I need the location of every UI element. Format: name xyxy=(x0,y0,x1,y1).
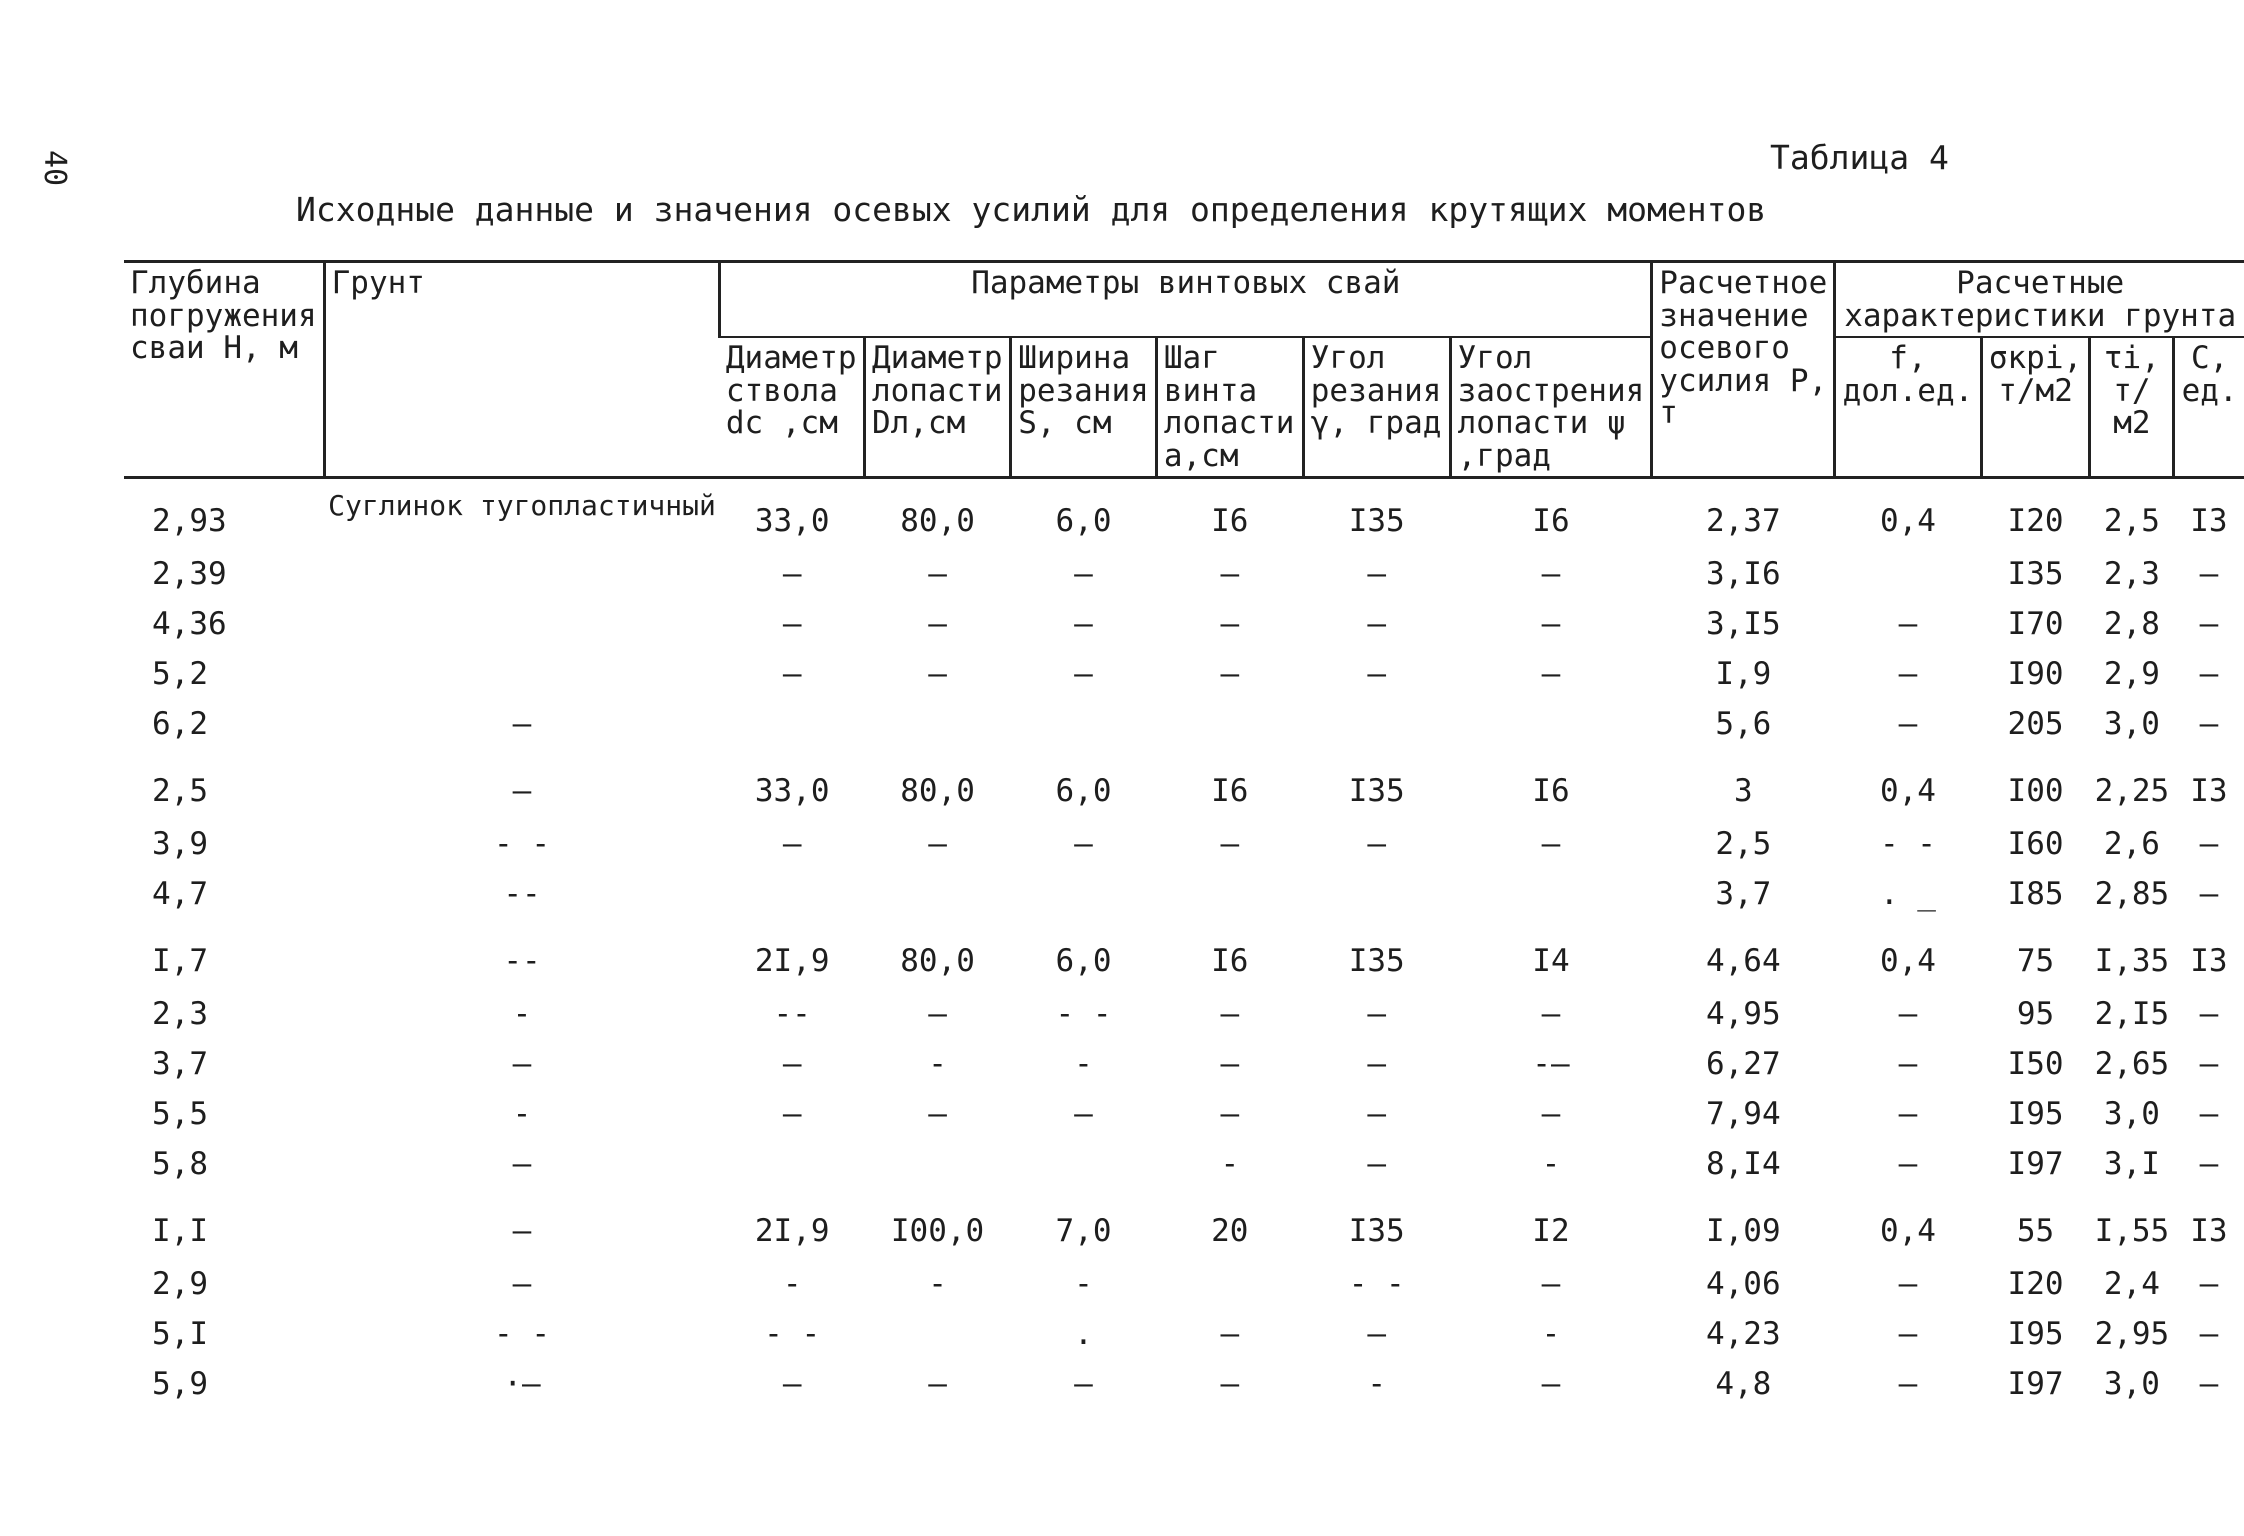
table-cell xyxy=(1156,1259,1303,1309)
header-cut-angle: Угол резания γ, град xyxy=(1303,337,1450,478)
table-cell: — xyxy=(2199,656,2219,692)
table-cell: 7,94 xyxy=(1705,1096,1781,1132)
page-number: 40 xyxy=(37,150,72,187)
table-row xyxy=(124,478,2244,550)
table-cell xyxy=(864,869,1010,919)
table-cell: 2,9 xyxy=(152,1266,208,1302)
row-group xyxy=(124,919,2244,1189)
table-cell: 5,9 xyxy=(152,1366,208,1402)
table-cell: – xyxy=(1898,996,1918,1032)
table-cell: 3,0 xyxy=(2103,706,2160,742)
table-cell: I97 xyxy=(2007,1146,2064,1182)
header-f: f, дол.ед. xyxy=(1835,337,1981,478)
table-row xyxy=(124,699,2244,749)
table-cell: 3,I xyxy=(2103,1146,2160,1182)
table-cell: – xyxy=(1367,1096,1387,1132)
table-cell: 2,93 xyxy=(152,503,227,539)
table-cell: – xyxy=(2199,876,2219,912)
table-cell: . _ xyxy=(1879,876,1936,912)
table-cell: I4 xyxy=(1532,943,1570,979)
table-cell: I6 xyxy=(1211,773,1249,809)
table-cell: – xyxy=(1220,1316,1240,1352)
table-cell: – xyxy=(928,606,947,642)
table-cell: I,7 xyxy=(152,943,208,979)
table-cell: – xyxy=(1220,1096,1240,1132)
table-cell: 55 xyxy=(2016,1213,2055,1249)
table-cell: – xyxy=(1074,656,1093,692)
table-cell: 0,4 xyxy=(1879,943,1936,979)
table-cell: — xyxy=(2199,1366,2219,1402)
table-cell xyxy=(1156,699,1303,749)
table-cell: – xyxy=(1074,1366,1093,1402)
table-cell: – xyxy=(2199,1266,2219,1302)
table-cell: I3 xyxy=(2190,943,2228,979)
table-row xyxy=(124,1139,2244,1189)
table-cell: 4,06 xyxy=(1705,1266,1781,1302)
table-cell: 2,85 xyxy=(2094,876,2170,912)
row-group xyxy=(124,749,2244,919)
table-cell: 80,0 xyxy=(900,943,975,979)
table-cell: I35 xyxy=(1348,943,1405,979)
table-cell: I2 xyxy=(1532,1213,1570,1249)
table-row xyxy=(124,1259,2244,1309)
table-cell: – xyxy=(928,1366,947,1402)
table-cell: 33,0 xyxy=(754,773,830,809)
table-cell: — xyxy=(782,1366,802,1402)
table-cell: 3,7 xyxy=(1715,876,1772,912)
table-cell xyxy=(1450,869,1652,919)
table-cell: - xyxy=(1367,1366,1387,1402)
table-cell: 95 xyxy=(2016,996,2055,1032)
table-cell: I95 xyxy=(2007,1096,2064,1132)
table-cell: 0,4 xyxy=(1879,773,1936,809)
table-cell: — xyxy=(1898,656,1918,692)
table-cell: – xyxy=(1367,556,1387,592)
table-cell: — xyxy=(1898,1046,1918,1082)
table-cell: — xyxy=(1220,996,1240,1032)
table-cell xyxy=(1011,699,1157,749)
table-cell: – xyxy=(1367,656,1387,692)
table-cell: I6 xyxy=(1211,943,1249,979)
table-cell: 75 xyxy=(2016,943,2055,979)
table-cell: — xyxy=(1541,1266,1561,1302)
table-cell: 7,0 xyxy=(1055,1213,1112,1249)
table-cell: - xyxy=(1541,1316,1561,1352)
header-pile-params: Параметры винтовых свай xyxy=(720,262,1652,338)
table-cell: 3,0 xyxy=(2103,1366,2160,1402)
table-cell: - - xyxy=(1055,996,1112,1032)
table-cell: I35 xyxy=(1348,1213,1405,1249)
table-cell: 2,39 xyxy=(152,556,227,592)
table-cell: I97 xyxy=(2007,1366,2064,1402)
table-cell: – xyxy=(782,606,802,642)
table-cell: – xyxy=(1220,556,1240,592)
table-cell: – xyxy=(1220,606,1240,642)
table-cell: – xyxy=(1220,826,1240,862)
table-cell: 6,27 xyxy=(1705,1046,1781,1082)
table-row xyxy=(124,869,2244,919)
table-cell: – xyxy=(1898,706,1918,742)
table-cell: 3,0 xyxy=(2103,1096,2160,1132)
table-cell: I00,0 xyxy=(890,1213,985,1249)
table-cell: — xyxy=(2199,1096,2219,1132)
table-cell: — xyxy=(1367,826,1387,862)
table-cell: -– xyxy=(1532,1046,1570,1082)
row-group xyxy=(124,1189,2244,1409)
table-cell: — xyxy=(928,556,947,592)
table-cell: 2,95 xyxy=(2094,1316,2170,1352)
table-cell: -- xyxy=(503,943,541,979)
table-cell: — xyxy=(2199,996,2219,1032)
data-table xyxy=(124,260,2244,1409)
table-cell: I60 xyxy=(2007,826,2064,862)
header-shaft-diameter: Диаметр ствола dс ,см xyxy=(720,337,865,478)
table-cell: - xyxy=(512,1096,532,1132)
header-tau: τi, т/м2 xyxy=(2090,337,2174,478)
table-cell: – xyxy=(1898,1096,1918,1132)
table-cell: - xyxy=(1074,1266,1093,1302)
table-cell: 2,I5 xyxy=(2094,996,2170,1032)
table-cell: I20 xyxy=(2007,503,2064,539)
header-sharpening-angle: Угол заострения лопасти ψ ,град xyxy=(1450,337,1652,478)
table-cell: 5,5 xyxy=(152,1096,208,1132)
table-cell: 33,0 xyxy=(754,503,830,539)
table-cell: - - xyxy=(494,1316,550,1352)
table-cell: – xyxy=(782,1096,802,1132)
table-cell: I,55 xyxy=(2094,1213,2170,1249)
table-cell xyxy=(864,699,1010,749)
table-cell: 2,5 xyxy=(1715,826,1772,862)
table-cell: I20 xyxy=(2007,1266,2064,1302)
table-cell: 205 xyxy=(2007,706,2064,742)
table-cell: - xyxy=(1074,1046,1093,1082)
table-cell: 5,2 xyxy=(152,656,208,692)
table-cell: I50 xyxy=(2007,1046,2064,1082)
table-row xyxy=(124,919,2244,989)
table-cell: 6,0 xyxy=(1055,943,1112,979)
table-cell: — xyxy=(512,1266,532,1302)
table-cell: - - xyxy=(1348,1266,1405,1302)
table-cell: - xyxy=(928,1046,947,1082)
table-cell: — xyxy=(1541,1366,1561,1402)
table-cell: -- xyxy=(773,996,811,1032)
table-cell: 8,I4 xyxy=(1705,1146,1781,1182)
header-blade-diameter: Диаметр лопасти Dл,см xyxy=(864,337,1010,478)
table-cell: – xyxy=(1541,556,1561,592)
table-cell: I6 xyxy=(1532,503,1570,539)
table-cell: — xyxy=(512,1046,532,1082)
table-cell xyxy=(864,1309,1010,1359)
table-cell: – xyxy=(1220,656,1240,692)
table-label: Таблица 4 xyxy=(1770,138,1949,177)
table-cell: – xyxy=(1898,1146,1918,1182)
table-cell: — xyxy=(1074,826,1093,862)
table-cell: 20 xyxy=(1211,1213,1249,1249)
table-cell: – xyxy=(1074,556,1093,592)
table-cell: 80,0 xyxy=(900,503,975,539)
table-cell: 2,5 xyxy=(2103,503,2160,539)
table-cell: - xyxy=(1541,1146,1561,1182)
table-row xyxy=(124,1189,2244,1259)
table-cell: 4,8 xyxy=(1715,1366,1772,1402)
table-cell: - - xyxy=(494,826,550,862)
table-cell: 2,65 xyxy=(2094,1046,2170,1082)
table-row xyxy=(124,989,2244,1039)
table-cell: 5,6 xyxy=(1715,706,1772,742)
table-cell: I,I xyxy=(152,1213,208,1249)
table-cell xyxy=(1011,869,1157,919)
table-cell: 2,4 xyxy=(2103,1266,2160,1302)
table-cell: – xyxy=(1367,1316,1387,1352)
header-thread-pitch: Шаг винта лопасти а,см xyxy=(1156,337,1303,478)
table-cell: – xyxy=(1367,1146,1387,1182)
table-cell: – xyxy=(928,1096,947,1132)
table-cell: I,35 xyxy=(2094,943,2170,979)
table-cell: 2,5 xyxy=(152,773,208,809)
table-row xyxy=(124,749,2244,819)
table-title: Исходные данные и значения осевых усилий для определения крутящих моментов xyxy=(296,190,1767,229)
table-cell: I,9 xyxy=(1715,656,1772,692)
table-cell: – xyxy=(1541,656,1561,692)
table-cell xyxy=(1156,869,1303,919)
table-cell xyxy=(1011,1139,1157,1189)
row-group xyxy=(124,478,2244,750)
table-cell: 3,9 xyxy=(152,826,208,862)
table-cell: I85 xyxy=(2007,876,2064,912)
table-cell: I00 xyxy=(2007,773,2064,809)
table-cell: – xyxy=(1541,996,1561,1032)
table-cell: ·— xyxy=(503,1366,541,1402)
table-cell: I90 xyxy=(2007,656,2064,692)
table-cell: 0,4 xyxy=(1879,503,1936,539)
table-cell: - xyxy=(782,1266,802,1302)
table-cell: 3,I5 xyxy=(1705,606,1781,642)
table-cell: — xyxy=(782,826,802,862)
table-cell: – xyxy=(1898,606,1918,642)
table-cell: 5,8 xyxy=(152,1146,208,1182)
header-sigma: σкрi, т/м2 xyxy=(1981,337,2090,478)
table-cell: 80,0 xyxy=(900,773,975,809)
table-cell: 3,7 xyxy=(152,1046,208,1082)
table-cell: 2,3 xyxy=(152,996,208,1032)
header-axial-force: Расчетное значение осевого усилия Р, т xyxy=(1652,262,1835,478)
table-cell: – xyxy=(1367,606,1387,642)
table-cell xyxy=(1303,869,1450,919)
table-cell xyxy=(720,869,865,919)
table-cell: . xyxy=(1074,1316,1093,1352)
table-cell: I70 xyxy=(2007,606,2064,642)
table-cell: -- xyxy=(503,876,541,912)
table-cell: 2,3 xyxy=(2103,556,2160,592)
table-cell: I6 xyxy=(1211,503,1249,539)
table-row xyxy=(124,1359,2244,1409)
table-cell: 3,I6 xyxy=(1705,556,1781,592)
table-cell xyxy=(1835,549,1981,599)
table-cell: 5,I xyxy=(152,1316,208,1352)
table-cell: 6,0 xyxy=(1055,503,1112,539)
table-cell: 2,25 xyxy=(2094,773,2170,809)
table-cell: — xyxy=(512,773,532,809)
header-soil: Грунт xyxy=(324,262,720,478)
table-cell: – xyxy=(1220,1046,1240,1082)
table-cell: – xyxy=(782,556,802,592)
table-cell: 2,9 xyxy=(2103,656,2160,692)
table-cell: – xyxy=(1074,606,1093,642)
table-cell: 4,64 xyxy=(1705,943,1781,979)
table-cell: 4,36 xyxy=(152,606,227,642)
header-c: C, ед. xyxy=(2174,337,2244,478)
table-cell: I3 xyxy=(2190,1213,2228,1249)
table-cell: – xyxy=(1541,606,1561,642)
table-cell: — xyxy=(512,1146,532,1182)
table-cell: 2,6 xyxy=(2103,826,2160,862)
table-cell: – xyxy=(928,656,947,692)
table-cell: 2I,9 xyxy=(754,1213,830,1249)
table-cell: – xyxy=(928,996,947,1032)
table-cell: - - xyxy=(764,1316,821,1352)
header-soil-chars: Расчетные характеристики грунта xyxy=(1835,262,2244,338)
table-cell: – xyxy=(2199,556,2219,592)
table-cell xyxy=(720,1139,865,1189)
table-cell: — xyxy=(512,706,532,742)
table-cell: – xyxy=(782,1046,802,1082)
soil-cell: Суглинок тугопластичный xyxy=(328,489,716,523)
table-cell: I35 xyxy=(2007,556,2064,592)
header-depth: Глубина погружения сваи Н, м xyxy=(124,262,324,478)
table-cell: – xyxy=(1220,1366,1240,1402)
table-cell: 4,23 xyxy=(1705,1316,1781,1352)
table-cell: - xyxy=(928,1266,947,1302)
table-row xyxy=(124,1089,2244,1139)
table-cell: – xyxy=(2199,826,2219,862)
table-cell: — xyxy=(1898,1366,1918,1402)
table-cell: — xyxy=(1541,826,1561,862)
table-cell: – xyxy=(2199,1146,2219,1182)
table-cell: — xyxy=(1898,1316,1918,1352)
table-cell: I95 xyxy=(2007,1316,2064,1352)
table-cell: – xyxy=(1074,1096,1093,1132)
table-cell: I3 xyxy=(2190,503,2228,539)
table-cell: 2,8 xyxy=(2103,606,2160,642)
table-cell: 3 xyxy=(1733,773,1753,809)
table-cell: — xyxy=(1898,1266,1918,1302)
table-cell xyxy=(720,699,865,749)
table-cell: — xyxy=(2199,1046,2219,1082)
table-cell: I6 xyxy=(1532,773,1570,809)
table-cell: I35 xyxy=(1348,503,1405,539)
table-cell xyxy=(1450,699,1652,749)
table-cell: – xyxy=(1367,1046,1387,1082)
table-cell: — xyxy=(2199,706,2219,742)
table-cell: 6,0 xyxy=(1055,773,1112,809)
table-cell: – xyxy=(782,656,802,692)
table-cell: – xyxy=(928,826,947,862)
table-cell: I,09 xyxy=(1705,1213,1781,1249)
table-cell: - xyxy=(1220,1146,1240,1182)
table-cell: I3 xyxy=(2190,773,2228,809)
table-cell: - - xyxy=(1879,826,1936,862)
table-cell: — xyxy=(1367,996,1387,1032)
table-row xyxy=(124,1039,2244,1089)
table-cell: — xyxy=(2199,1316,2219,1352)
table-cell: 0,4 xyxy=(1879,1213,1936,1249)
table-cell: 6,2 xyxy=(152,706,208,742)
table-cell: - xyxy=(512,996,532,1032)
table-row xyxy=(124,819,2244,869)
table-row xyxy=(124,1309,2244,1359)
table-cell: — xyxy=(512,1213,532,1249)
table-cell: 2,37 xyxy=(1705,503,1781,539)
table-cell xyxy=(1303,699,1450,749)
table-cell xyxy=(864,1139,1010,1189)
table-cell: 4,7 xyxy=(152,876,208,912)
table-cell: 2I,9 xyxy=(754,943,830,979)
table-cell: I35 xyxy=(1348,773,1405,809)
table-cell: — xyxy=(1541,1096,1561,1132)
header-cut-width: Ширина резания S, см xyxy=(1011,337,1157,478)
table-cell: 4,95 xyxy=(1705,996,1781,1032)
table-cell: – xyxy=(2199,606,2219,642)
